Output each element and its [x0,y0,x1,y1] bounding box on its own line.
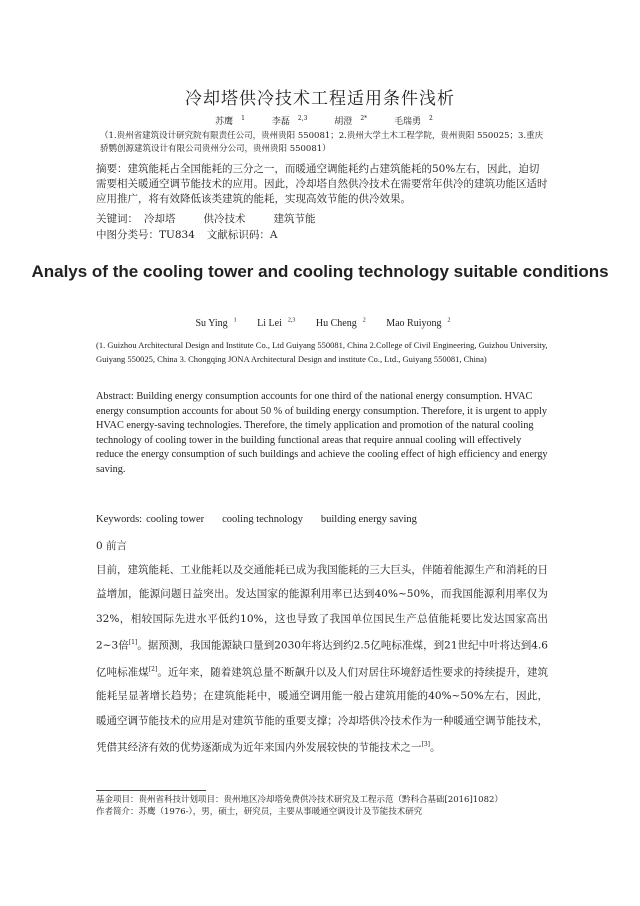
keyword-en: building energy saving [320,514,417,525]
keyword-cn: 供冷技术 [203,213,246,225]
keywords-cn-label: 关键词： [96,213,138,225]
title-cn: 冷却塔供冷技术工程适用条件浅析 [185,89,455,109]
citation-1: [1] [128,638,138,646]
keyword-en: cooling technology [222,514,303,525]
classification-cn [96,227,290,242]
footnote-divider [96,790,206,791]
author-cn: 毛瑞勇 $^2$ [394,115,433,127]
authors-en [0,318,640,329]
keyword-cn: 冷却塔 [144,213,176,225]
footnotes [96,794,548,818]
section-heading: 0 前言 [96,540,128,552]
keywords-en-label: Keywords: [96,514,143,525]
author-en: Li Lei $^{2,3}$ [257,318,296,330]
footnote-author-bio: 作者简介：苏鹰（1976-），男，硕士，研究员，主要从事暖通空调设计及节能技术研究 [96,807,423,817]
author-cn: 苏鹰 $^1$ [215,115,245,127]
affiliation-cn: （1.贵州省建筑设计研究院有限责任公司，贵州贵阳 550081；2.贵州大学土木工程学院，贵州贵阳 550025；3.重庆骄鹦创源建筑设计有限公司贵州分公司，贵州贵阳 550081） [100,131,544,154]
doc-code: 文献标识码：A [206,229,278,241]
footnote-funding: 基金项目：贵州省科技计划项目：贵州地区冷却塔免费供冷技术研究及工程示范（黔科合基础[2016]1082） [96,795,503,805]
affiliation-en: (1. Guizhou Architectural Design and Institute Co., Ltd Guiyang 550081, China 2.College of Civil Engineering, Guizhou University, Guiyang 550025, China 3. Chongqing JONA Architectural Design and institute Co., Ltd., Guiyang 550081, China) [96,340,548,364]
author-en: Su Ying $^1$ [195,318,237,330]
author-cn: 李磊 $^{2,3}$ [271,115,308,127]
keywords-cn [96,211,344,226]
abstract-en: Abstract: Building energy consumption accounts for one third of the national energy consumption. HVAC energy consumption accounts for about 50 % of building energy consumption. Therefore, it is urgent to apply HVAC energy-saving technologies. Therefore, the timely application and promotion of the natural cooling technology of cooling tower in the building functional areas that require annual cooling will effectively reduce the energy consumption of such buildings and achieve the cooling effect of high efficiency and energy saving. [96,391,548,475]
authors-cn [0,114,640,127]
keyword-cn: 建筑节能 [273,213,316,225]
abstract-cn: 摘要：建筑能耗占全国能耗的三分之一，而暖通空调能耗约占建筑能耗的50%左右，因此，迫切需要相关暖通空调节能技术的应用。因此，冷却塔自然供冷技术在需要常年供冷的建筑功能区适时应用推广，将有效降低该类建筑的能耗，实现高效节能的供冷效果。 [96,163,548,205]
author-en: Mao Ruiyong $^2$ [386,318,451,330]
keyword-en: cooling tower [146,514,205,525]
citation-3: [3] [421,741,430,749]
title-en: Analys of the cooling tower and cooling technology suitable conditions [31,262,609,281]
clc-number: 中图分类号：TU834 [96,229,195,241]
author-en: Hu Cheng $^2$ [315,318,366,330]
body-paragraph: 目前，建筑能耗、工业能耗以及交通能耗已成为我国能耗的三大巨头，伴随着能源生产和消耗的日益增加，能源问题日益突出。发达国家的能源利用率已达到40%~50%，而我国能源利用率仅为32%，相较国际先进水平低约10%，这也导致了我国单位国民生产总值能耗要比发达国家高出2~3倍[1]。据预测，我国能源缺口量到2030年将达到约2.5亿吨标准煤，到21世纪中叶将达到4.6亿吨标准煤[2]。近年来，随着建筑总量不断飙升以及人们对居住环境舒适性要求的持续提升，建筑能耗呈显著增长趋势；在建筑能耗中，暖通空调用能一般占建筑用能的40%~50%左右，因此，暖通空调节能技术的应用是对建筑节能的重要支撑；冷却塔供冷技术作为一种暖通空调节能技术，凭借其经济有效的优势逐渐成为近年来国内外发展较快的节能技术之一[3]。 [96,564,549,754]
keywords-en [96,514,435,525]
author-cn: 胡澄 $^{2*}$ [334,115,368,127]
citation-2: [2] [148,665,158,673]
